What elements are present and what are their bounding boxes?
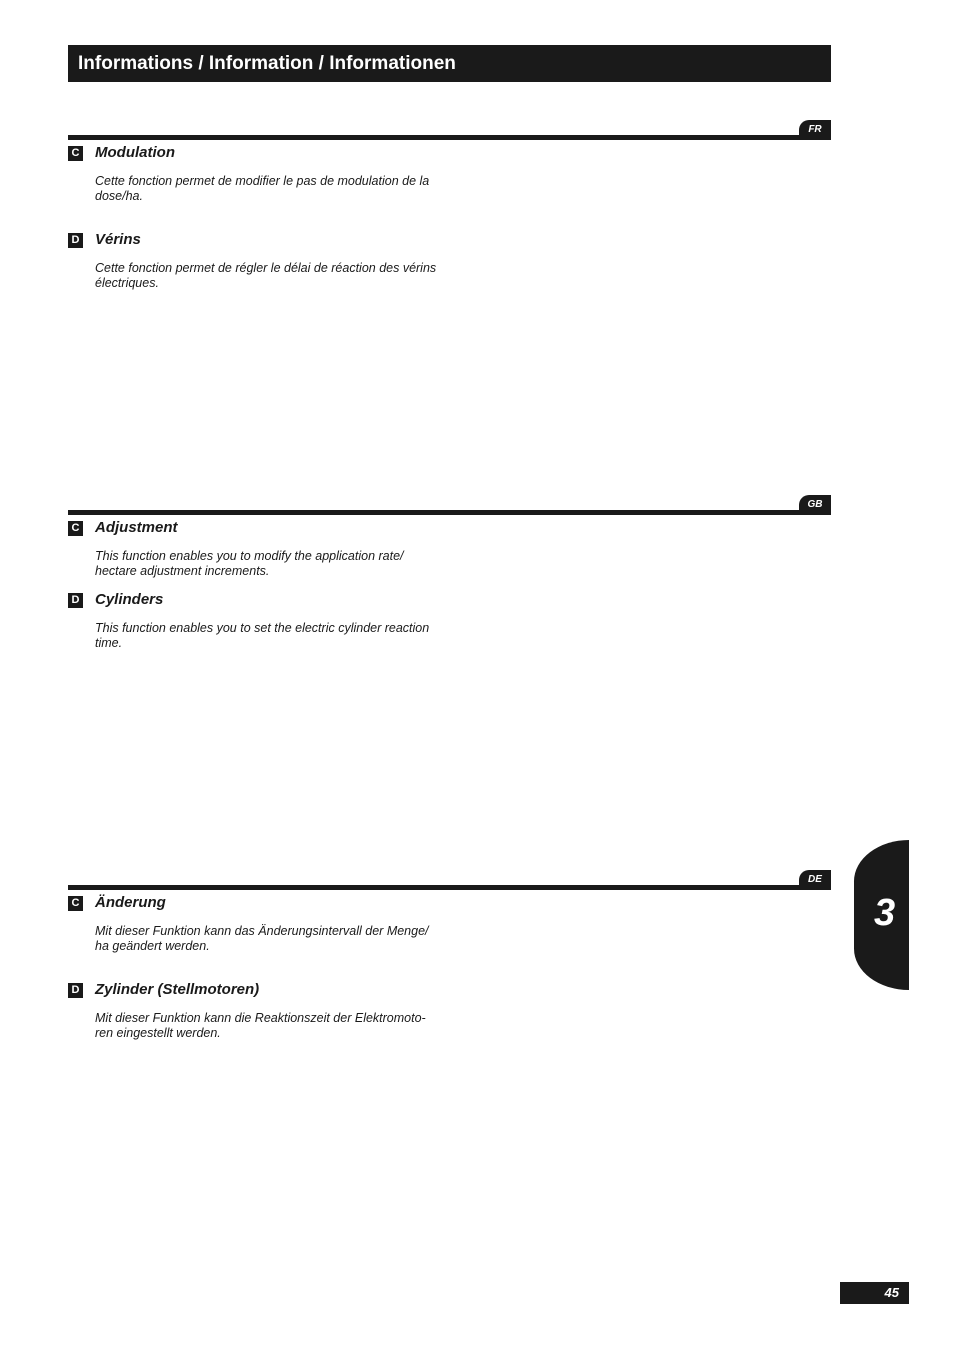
- item-text: Mit dieser Funktion kann die Reaktionszeit der Elektromoto- ren eingestellt werden.: [95, 1011, 426, 1040]
- chapter-number: 3: [874, 892, 896, 934]
- language-badge: GB: [799, 495, 831, 514]
- item-text: Cette fonction permet de régler le délai de réaction des vérins électriques.: [95, 261, 437, 290]
- item-letter: D: [68, 233, 83, 248]
- item-title: Zylinder (Stellmotoren): [95, 981, 260, 998]
- item-title: Modulation: [95, 144, 175, 161]
- item-text: Cette fonction permet de modifier le pas de modulation de la dose/ha.: [95, 174, 430, 203]
- item-text: This function enables you to set the electric cylinder reaction time.: [95, 621, 430, 650]
- item-title: Cylinders: [95, 591, 164, 608]
- page-number: 45: [840, 1282, 909, 1304]
- item-letter: D: [68, 983, 83, 998]
- chapter-tab: [854, 840, 909, 990]
- item-letter: D: [68, 593, 83, 608]
- language-badge: FR: [799, 120, 831, 139]
- item-title: Änderung: [95, 894, 166, 911]
- page-header: Informations / Information / Informationen: [68, 45, 831, 82]
- section-divider: [68, 135, 831, 140]
- item-letter: C: [68, 896, 83, 911]
- item-text: Mit dieser Funktion kann das Änderungsintervall der Menge/ ha geändert werden.: [95, 924, 429, 953]
- item-title: Adjustment: [95, 519, 178, 536]
- item-text: This function enables you to modify the application rate/ hectare adjustment increments.: [95, 549, 404, 578]
- item-letter: C: [68, 521, 83, 536]
- section-divider: [68, 885, 831, 890]
- language-badge: DE: [799, 870, 831, 889]
- item-title: Vérins: [95, 231, 141, 248]
- item-letter: C: [68, 146, 83, 161]
- section-divider: [68, 510, 831, 515]
